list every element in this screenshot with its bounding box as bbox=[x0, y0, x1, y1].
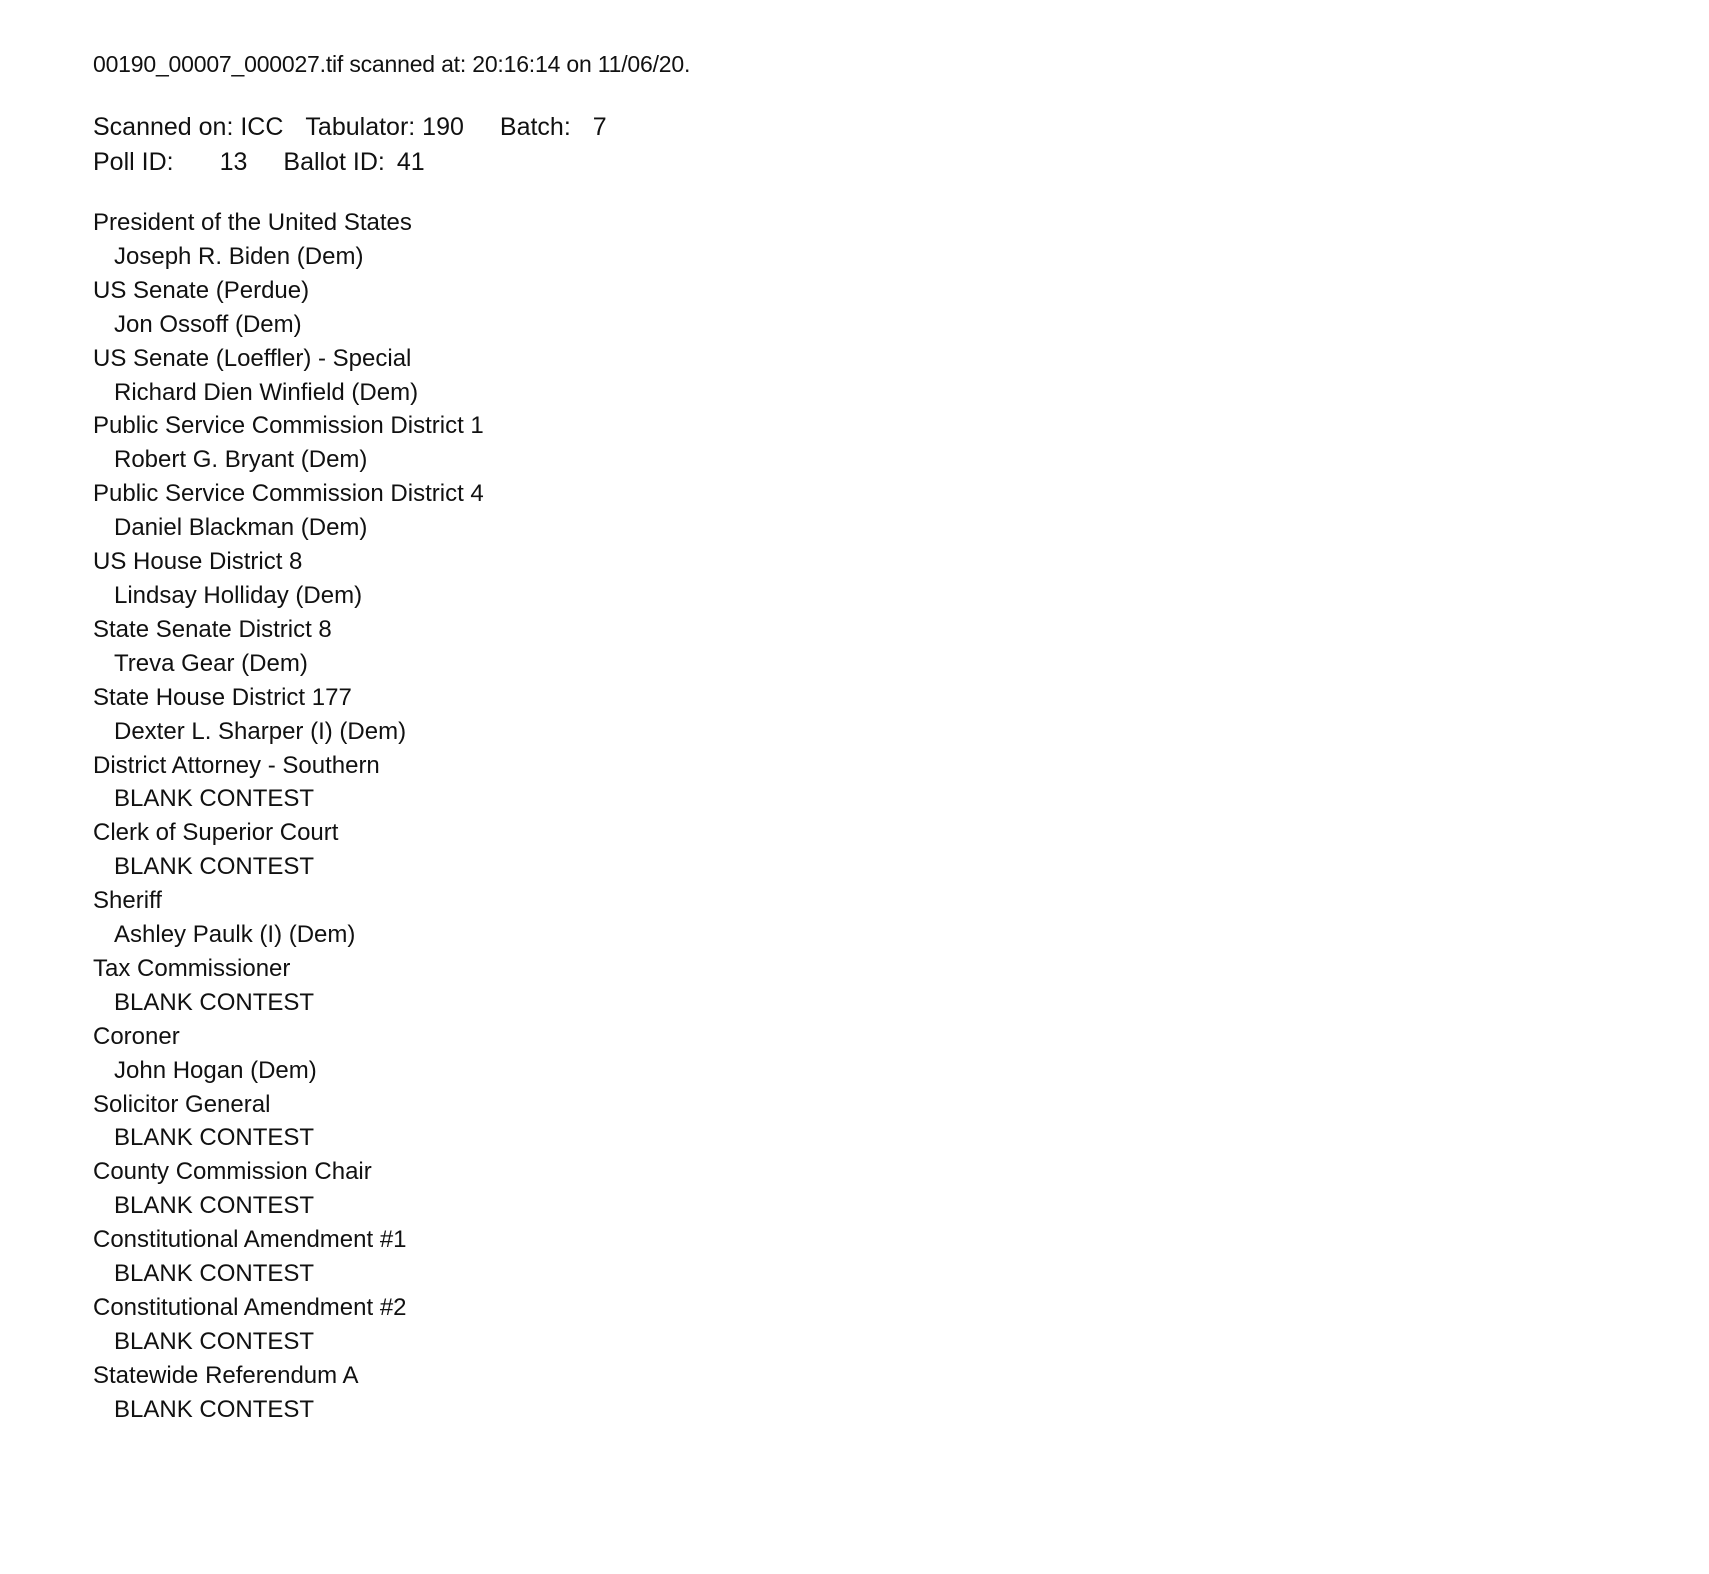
contest-title: Solicitor General bbox=[93, 1090, 271, 1118]
poll-id-value: 13 bbox=[219, 148, 248, 176]
contest-selection-blank: BLANK CONTEST bbox=[114, 1395, 315, 1423]
contest-selection: Lindsay Holliday (Dem) bbox=[114, 581, 363, 609]
tabulator-label: Tabulator: bbox=[305, 113, 416, 141]
contest-selection: John Hogan (Dem) bbox=[114, 1056, 317, 1084]
contest-title: County Commission Chair bbox=[93, 1158, 372, 1186]
contest-selection: Daniel Blackman (Dem) bbox=[114, 514, 368, 542]
contest-title: Public Service Commission District 1 bbox=[93, 412, 484, 440]
batch-label: Batch: bbox=[499, 113, 571, 141]
contest-selection: Jon Ossoff (Dem) bbox=[114, 310, 302, 338]
contest-title: US House District 8 bbox=[93, 548, 303, 576]
contest-title: District Attorney - Southern bbox=[93, 751, 380, 779]
contest-title: Statewide Referendum A bbox=[93, 1361, 359, 1389]
contest-selection: Richard Dien Winfield (Dem) bbox=[114, 378, 419, 406]
contest-list bbox=[93, 206, 1669, 1427]
scanner-info-line bbox=[93, 110, 1669, 145]
scanned-on-value: ICC bbox=[240, 113, 284, 141]
contest-selection-blank: BLANK CONTEST bbox=[114, 1260, 315, 1288]
contest-selection: Joseph R. Biden (Dem) bbox=[114, 242, 364, 270]
contest-selection-blank: BLANK CONTEST bbox=[114, 785, 315, 813]
contest-title: Coroner bbox=[93, 1022, 180, 1050]
contest-title: Clerk of Superior Court bbox=[93, 819, 339, 847]
contest-selection-blank: BLANK CONTEST bbox=[114, 853, 315, 881]
ballot-id-label: Ballot ID: bbox=[283, 148, 385, 176]
tabulator-value: 190 bbox=[422, 113, 464, 141]
ballot-info-line bbox=[93, 145, 1669, 180]
contest-selection-blank: BLANK CONTEST bbox=[114, 1124, 315, 1152]
scan-file-line: 00190_00007_000027.tif scanned at: 20:16:14 on 11/06/20. bbox=[93, 51, 691, 77]
batch-value: 7 bbox=[592, 113, 607, 141]
contest-title: Tax Commissioner bbox=[93, 954, 291, 982]
contest-selection: Ashley Paulk (I) (Dem) bbox=[114, 921, 356, 949]
contest-selection: Robert G. Bryant (Dem) bbox=[114, 446, 368, 474]
contest-selection-blank: BLANK CONTEST bbox=[114, 988, 315, 1016]
contest-title: President of the United States bbox=[93, 209, 412, 236]
scanned-on-label: Scanned on: bbox=[93, 113, 234, 141]
contest-selection-blank: BLANK CONTEST bbox=[114, 1192, 315, 1220]
poll-id-label: Poll ID: bbox=[93, 148, 174, 176]
contest-selection-blank: BLANK CONTEST bbox=[114, 1327, 315, 1355]
contest-title: Sheriff bbox=[93, 887, 162, 915]
contest-title: US Senate (Loeffler) - Special bbox=[93, 344, 412, 372]
scan-metadata bbox=[93, 110, 1669, 180]
contest-title: State House District 177 bbox=[93, 683, 352, 711]
contest-selection: Treva Gear (Dem) bbox=[114, 649, 308, 677]
contest-title: Public Service Commission District 4 bbox=[93, 480, 484, 508]
report-page bbox=[93, 50, 1669, 1427]
contest-title: Constitutional Amendment #1 bbox=[93, 1226, 407, 1254]
contest-title: Constitutional Amendment #2 bbox=[93, 1294, 407, 1321]
contest-selection: Dexter L. Sharper (I) (Dem) bbox=[114, 717, 407, 745]
contest-title: State Senate District 8 bbox=[93, 615, 332, 643]
ballot-id-value: 41 bbox=[396, 148, 425, 176]
contest-title: US Senate (Perdue) bbox=[93, 276, 310, 304]
